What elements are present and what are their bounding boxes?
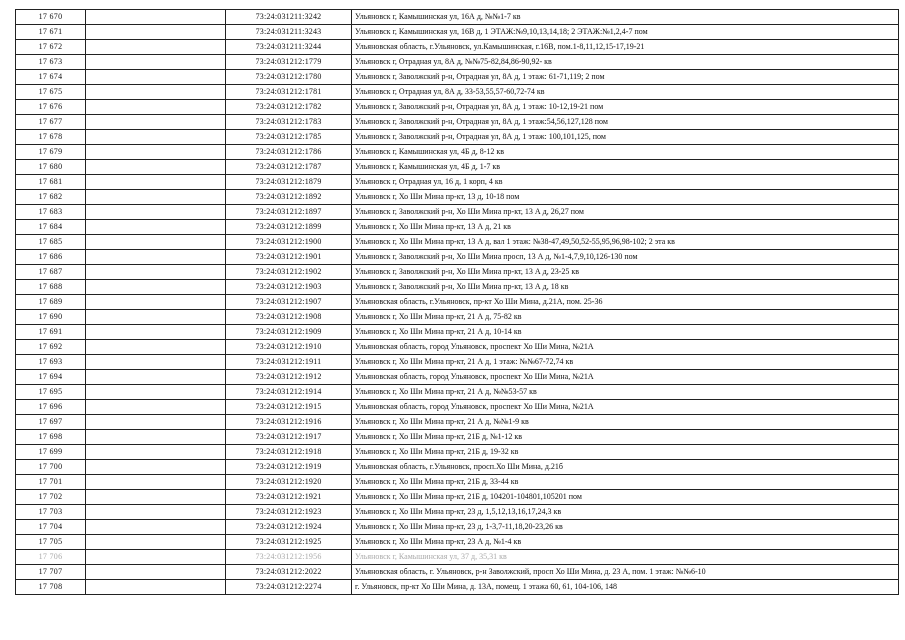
address-cell: Ульяновск г, Хо Ши Мина пр-кт, 21 А д, 1 этаж: №№67-72,74 кв bbox=[352, 355, 899, 370]
address-cell: Ульяновск г, Хо Ши Мина пр-кт, 21 А д, 10-14 кв bbox=[352, 325, 899, 340]
address-cell: Ульяновск г, Хо Ши Мина пр-кт, 21 А д, 75-82 кв bbox=[352, 310, 899, 325]
empty-cell bbox=[86, 115, 226, 130]
table-row bbox=[16, 340, 899, 355]
table-row bbox=[16, 25, 899, 40]
table-row bbox=[16, 145, 899, 160]
empty-cell bbox=[86, 100, 226, 115]
cadastral-number-cell: 73:24:031211:3244 bbox=[226, 40, 352, 55]
empty-cell bbox=[86, 490, 226, 505]
empty-cell bbox=[86, 385, 226, 400]
row-number-cell: 17 702 bbox=[16, 490, 86, 505]
cadastral-number-cell: 73:24:031212:1783 bbox=[226, 115, 352, 130]
cadastral-number-cell: 73:24:031212:1912 bbox=[226, 370, 352, 385]
empty-cell bbox=[86, 70, 226, 85]
address-cell: Ульяновская область, город Ульяновск, проспект Хо Ши Мина, №21А bbox=[352, 340, 899, 355]
table-row bbox=[16, 160, 899, 175]
row-number-cell: 17 689 bbox=[16, 295, 86, 310]
empty-cell bbox=[86, 355, 226, 370]
table-row bbox=[16, 250, 899, 265]
cadastral-number-cell: 73:24:031212:1787 bbox=[226, 160, 352, 175]
address-cell: Ульяновская область, г.Ульяновск, пр-кт Хо Ши Мина, д.21А, пом. 25-36 bbox=[352, 295, 899, 310]
table-row bbox=[16, 325, 899, 340]
empty-cell bbox=[86, 295, 226, 310]
row-number-cell: 17 679 bbox=[16, 145, 86, 160]
address-cell: Ульяновск г, Отрадная ул, 8А д, №№75-82,84,86-90,92- кв bbox=[352, 55, 899, 70]
cadastral-number-cell: 73:24:031212:1786 bbox=[226, 145, 352, 160]
row-number-cell: 17 674 bbox=[16, 70, 86, 85]
empty-cell bbox=[86, 415, 226, 430]
row-number-cell: 17 673 bbox=[16, 55, 86, 70]
empty-cell bbox=[86, 475, 226, 490]
empty-cell bbox=[86, 370, 226, 385]
table-row bbox=[16, 130, 899, 145]
row-number-cell: 17 682 bbox=[16, 190, 86, 205]
cadastral-number-cell: 73:24:031212:1919 bbox=[226, 460, 352, 475]
table-row bbox=[16, 40, 899, 55]
address-cell: Ульяновская область, город Ульяновск, проспект Хо Ши Мина, №21А bbox=[352, 400, 899, 415]
cadastral-number-cell: 73:24:031212:1914 bbox=[226, 385, 352, 400]
address-cell: Ульяновск г, Заволжский р-н, Отрадная ул, 8А д, 1 этаж: 100,101,125, пом bbox=[352, 130, 899, 145]
address-cell: Ульяновск г, Хо Ши Мина пр-кт, 21 А д, №№1-9 кв bbox=[352, 415, 899, 430]
empty-cell bbox=[86, 550, 226, 565]
address-cell: Ульяновск г, Хо Ши Мина пр-кт, 21Б д, 33-44 кв bbox=[352, 475, 899, 490]
row-number-cell: 17 696 bbox=[16, 400, 86, 415]
address-cell: Ульяновская область, город Ульяновск, проспект Хо Ши Мина, №21А bbox=[352, 370, 899, 385]
address-cell: Ульяновск г, Камышинская ул, 37 д, 35,31 кв bbox=[352, 550, 899, 565]
empty-cell bbox=[86, 580, 226, 595]
address-cell: Ульяновск г, Заволжский р-н, Хо Ши Мина пр-кт, 13 А д, 23-25 кв bbox=[352, 265, 899, 280]
cadastral-number-cell: 73:24:031212:1903 bbox=[226, 280, 352, 295]
address-cell: Ульяновск г, Заволжский р-н, Хо Ши Мина просп, 13 А д, №1-4,7,9,10,126-130 пом bbox=[352, 250, 899, 265]
address-cell: Ульяновск г, Заволжский р-н, Хо Ши Мина пр-кт, 13 А д, 18 кв bbox=[352, 280, 899, 295]
table-row bbox=[16, 400, 899, 415]
address-cell: Ульяновск г, Камышинская ул, 4Б д, 8-12 кв bbox=[352, 145, 899, 160]
address-cell: Ульяновск г, Хо Ши Мина пр-кт, 23 д, 1-3,7-11,18,20-23,26 кв bbox=[352, 520, 899, 535]
cadastral-number-cell: 73:24:031211:3243 bbox=[226, 25, 352, 40]
table-row bbox=[16, 310, 899, 325]
table-row bbox=[16, 580, 899, 595]
empty-cell bbox=[86, 310, 226, 325]
cadastral-number-cell: 73:24:031212:1921 bbox=[226, 490, 352, 505]
address-cell: г. Ульяновск, пр-кт Хо Ши Мина, д. 13А, помещ. 1 этажа 60, 61, 104-106, 148 bbox=[352, 580, 899, 595]
row-number-cell: 17 708 bbox=[16, 580, 86, 595]
cadastral-number-cell: 73:24:031212:1907 bbox=[226, 295, 352, 310]
row-number-cell: 17 699 bbox=[16, 445, 86, 460]
row-number-cell: 17 695 bbox=[16, 385, 86, 400]
cadastral-number-cell: 73:24:031212:1916 bbox=[226, 415, 352, 430]
address-cell: Ульяновск г, Камышинская ул, 4Б д, 1-7 кв bbox=[352, 160, 899, 175]
row-number-cell: 17 694 bbox=[16, 370, 86, 385]
empty-cell bbox=[86, 85, 226, 100]
cadastral-number-cell: 73:24:031212:1911 bbox=[226, 355, 352, 370]
row-number-cell: 17 705 bbox=[16, 535, 86, 550]
row-number-cell: 17 707 bbox=[16, 565, 86, 580]
row-number-cell: 17 688 bbox=[16, 280, 86, 295]
address-cell: Ульяновск г, Хо Ши Мина пр-кт, 23 А д, №1-4 кв bbox=[352, 535, 899, 550]
table-row bbox=[16, 100, 899, 115]
empty-cell bbox=[86, 250, 226, 265]
address-cell: Ульяновск г, Хо Ши Мина пр-кт, 13 д, 10-18 пом bbox=[352, 190, 899, 205]
address-cell: Ульяновск г, Заволжский р-н, Хо Ши Мина пр-кт, 13 А д, 26,27 пом bbox=[352, 205, 899, 220]
empty-cell bbox=[86, 520, 226, 535]
empty-cell bbox=[86, 430, 226, 445]
table-row bbox=[16, 550, 899, 565]
cadastral-number-cell: 73:24:031212:2022 bbox=[226, 565, 352, 580]
address-cell: Ульяновск г, Хо Ши Мина пр-кт, 13 А д, вал 1 этаж: №38-47,49,50,52-55,95,96,98-102; 2 эта кв bbox=[352, 235, 899, 250]
row-number-cell: 17 698 bbox=[16, 430, 86, 445]
empty-cell bbox=[86, 160, 226, 175]
cadastral-number-cell: 73:24:031212:1908 bbox=[226, 310, 352, 325]
cadastral-number-cell: 73:24:031212:1780 bbox=[226, 70, 352, 85]
row-number-cell: 17 686 bbox=[16, 250, 86, 265]
row-number-cell: 17 671 bbox=[16, 25, 86, 40]
cadastral-number-cell: 73:24:031212:1781 bbox=[226, 85, 352, 100]
empty-cell bbox=[86, 460, 226, 475]
cadastral-number-cell: 73:24:031212:1899 bbox=[226, 220, 352, 235]
empty-cell bbox=[86, 130, 226, 145]
row-number-cell: 17 677 bbox=[16, 115, 86, 130]
address-cell: Ульяновск г, Отрадная ул, 16 д, 1 корп, 4 кв bbox=[352, 175, 899, 190]
table-row bbox=[16, 535, 899, 550]
address-cell: Ульяновск г, Заволжский р-н, Отрадная ул, 8А д, 1 этаж:54,56,127,128 пом bbox=[352, 115, 899, 130]
empty-cell bbox=[86, 565, 226, 580]
table-row bbox=[16, 295, 899, 310]
address-cell: Ульяновск г, Камышинская ул, 16А д, №№1-7 кв bbox=[352, 10, 899, 25]
row-number-cell: 17 690 bbox=[16, 310, 86, 325]
empty-cell bbox=[86, 325, 226, 340]
row-number-cell: 17 676 bbox=[16, 100, 86, 115]
table-row bbox=[16, 475, 899, 490]
address-cell: Ульяновск г, Хо Ши Мина пр-кт, 21Б д, №1-12 кв bbox=[352, 430, 899, 445]
table-row bbox=[16, 10, 899, 25]
table-row bbox=[16, 415, 899, 430]
cadastral-number-cell: 73:24:031212:2274 bbox=[226, 580, 352, 595]
cadastral-number-cell: 73:24:031212:1915 bbox=[226, 400, 352, 415]
table-row bbox=[16, 265, 899, 280]
address-cell: Ульяновская область, г.Ульяновск, просп.Хо Ши Мина, д.21б bbox=[352, 460, 899, 475]
table-row bbox=[16, 190, 899, 205]
empty-cell bbox=[86, 265, 226, 280]
row-number-cell: 17 683 bbox=[16, 205, 86, 220]
row-number-cell: 17 700 bbox=[16, 460, 86, 475]
row-number-cell: 17 670 bbox=[16, 10, 86, 25]
table-row bbox=[16, 85, 899, 100]
empty-cell bbox=[86, 40, 226, 55]
cadastral-number-cell: 73:24:031212:1923 bbox=[226, 505, 352, 520]
cadastral-number-cell: 73:24:031212:1897 bbox=[226, 205, 352, 220]
table-row bbox=[16, 280, 899, 295]
cadastral-number-cell: 73:24:031212:1902 bbox=[226, 265, 352, 280]
row-number-cell: 17 684 bbox=[16, 220, 86, 235]
empty-cell bbox=[86, 25, 226, 40]
cadastral-number-cell: 73:24:031212:1956 bbox=[226, 550, 352, 565]
cadastral-number-cell: 73:24:031212:1900 bbox=[226, 235, 352, 250]
table-row bbox=[16, 505, 899, 520]
address-cell: Ульяновск г, Отрадная ул, 8А д, 33-53,55,57-60,72-74 кв bbox=[352, 85, 899, 100]
address-cell: Ульяновск г, Хо Ши Мина пр-кт, 13 А д, 21 кв bbox=[352, 220, 899, 235]
table-row bbox=[16, 520, 899, 535]
address-cell: Ульяновск г, Хо Ши Мина пр-кт, 21Б д, 19-32 кв bbox=[352, 445, 899, 460]
empty-cell bbox=[86, 10, 226, 25]
row-number-cell: 17 692 bbox=[16, 340, 86, 355]
register-table bbox=[15, 9, 899, 595]
empty-cell bbox=[86, 235, 226, 250]
empty-cell bbox=[86, 190, 226, 205]
table-row bbox=[16, 115, 899, 130]
address-cell: Ульяновская область, г. Ульяновск, р-н Заволжский, просп Хо Ши Мина, д. 23 А, пом. 1 этаж: №№6-10 bbox=[352, 565, 899, 580]
row-number-cell: 17 678 bbox=[16, 130, 86, 145]
empty-cell bbox=[86, 505, 226, 520]
empty-cell bbox=[86, 535, 226, 550]
table-row bbox=[16, 460, 899, 475]
row-number-cell: 17 697 bbox=[16, 415, 86, 430]
cadastral-number-cell: 73:24:031212:1779 bbox=[226, 55, 352, 70]
empty-cell bbox=[86, 145, 226, 160]
empty-cell bbox=[86, 340, 226, 355]
address-cell: Ульяновская область, г.Ульяновск, ул.Камышинская, г.16В, пом.1-8,11,12,15-17,19-21 bbox=[352, 40, 899, 55]
table-row bbox=[16, 565, 899, 580]
row-number-cell: 17 675 bbox=[16, 85, 86, 100]
table-row bbox=[16, 385, 899, 400]
address-cell: Ульяновск г, Заволжский р-н, Отрадная ул, 8А д, 1 этаж: 10-12,19-21 пом bbox=[352, 100, 899, 115]
row-number-cell: 17 681 bbox=[16, 175, 86, 190]
table-row bbox=[16, 430, 899, 445]
row-number-cell: 17 693 bbox=[16, 355, 86, 370]
row-number-cell: 17 706 bbox=[16, 550, 86, 565]
table-row bbox=[16, 175, 899, 190]
table-row bbox=[16, 220, 899, 235]
row-number-cell: 17 691 bbox=[16, 325, 86, 340]
register-table-body bbox=[16, 10, 899, 595]
cadastral-number-cell: 73:24:031212:1782 bbox=[226, 100, 352, 115]
table-row bbox=[16, 235, 899, 250]
row-number-cell: 17 701 bbox=[16, 475, 86, 490]
table-row bbox=[16, 355, 899, 370]
row-number-cell: 17 704 bbox=[16, 520, 86, 535]
cadastral-number-cell: 73:24:031212:1925 bbox=[226, 535, 352, 550]
address-cell: Ульяновск г, Хо Ши Мина пр-кт, 21 А д, №№53-57 кв bbox=[352, 385, 899, 400]
address-cell: Ульяновск г, Хо Ши Мина пр-кт, 23 д, 1,5,12,13,16,17,24,3 кв bbox=[352, 505, 899, 520]
cadastral-number-cell: 73:24:031212:1892 bbox=[226, 190, 352, 205]
address-cell: Ульяновск г, Камышинская ул, 16В д, 1 ЭТАЖ:№9,10,13,14,18; 2 ЭТАЖ:№1,2,4-7 пом bbox=[352, 25, 899, 40]
row-number-cell: 17 703 bbox=[16, 505, 86, 520]
cadastral-number-cell: 73:24:031211:3242 bbox=[226, 10, 352, 25]
empty-cell bbox=[86, 205, 226, 220]
row-number-cell: 17 680 bbox=[16, 160, 86, 175]
table-row bbox=[16, 205, 899, 220]
cadastral-number-cell: 73:24:031212:1924 bbox=[226, 520, 352, 535]
table-row bbox=[16, 55, 899, 70]
row-number-cell: 17 685 bbox=[16, 235, 86, 250]
cadastral-number-cell: 73:24:031212:1785 bbox=[226, 130, 352, 145]
cadastral-number-cell: 73:24:031212:1879 bbox=[226, 175, 352, 190]
cadastral-number-cell: 73:24:031212:1920 bbox=[226, 475, 352, 490]
table-row bbox=[16, 445, 899, 460]
table-row bbox=[16, 70, 899, 85]
table-row bbox=[16, 490, 899, 505]
empty-cell bbox=[86, 175, 226, 190]
empty-cell bbox=[86, 220, 226, 235]
empty-cell bbox=[86, 400, 226, 415]
cadastral-number-cell: 73:24:031212:1918 bbox=[226, 445, 352, 460]
address-cell: Ульяновск г, Заволжский р-н, Отрадная ул, 8А д, 1 этаж: 61-71,119; 2 пом bbox=[352, 70, 899, 85]
empty-cell bbox=[86, 55, 226, 70]
address-cell: Ульяновск г, Хо Ши Мина пр-кт, 21Б д, 104201-104801,105201 пом bbox=[352, 490, 899, 505]
table-row bbox=[16, 370, 899, 385]
empty-cell bbox=[86, 280, 226, 295]
row-number-cell: 17 672 bbox=[16, 40, 86, 55]
cadastral-number-cell: 73:24:031212:1910 bbox=[226, 340, 352, 355]
cadastral-number-cell: 73:24:031212:1917 bbox=[226, 430, 352, 445]
empty-cell bbox=[86, 445, 226, 460]
cadastral-number-cell: 73:24:031212:1909 bbox=[226, 325, 352, 340]
row-number-cell: 17 687 bbox=[16, 265, 86, 280]
cadastral-number-cell: 73:24:031212:1901 bbox=[226, 250, 352, 265]
